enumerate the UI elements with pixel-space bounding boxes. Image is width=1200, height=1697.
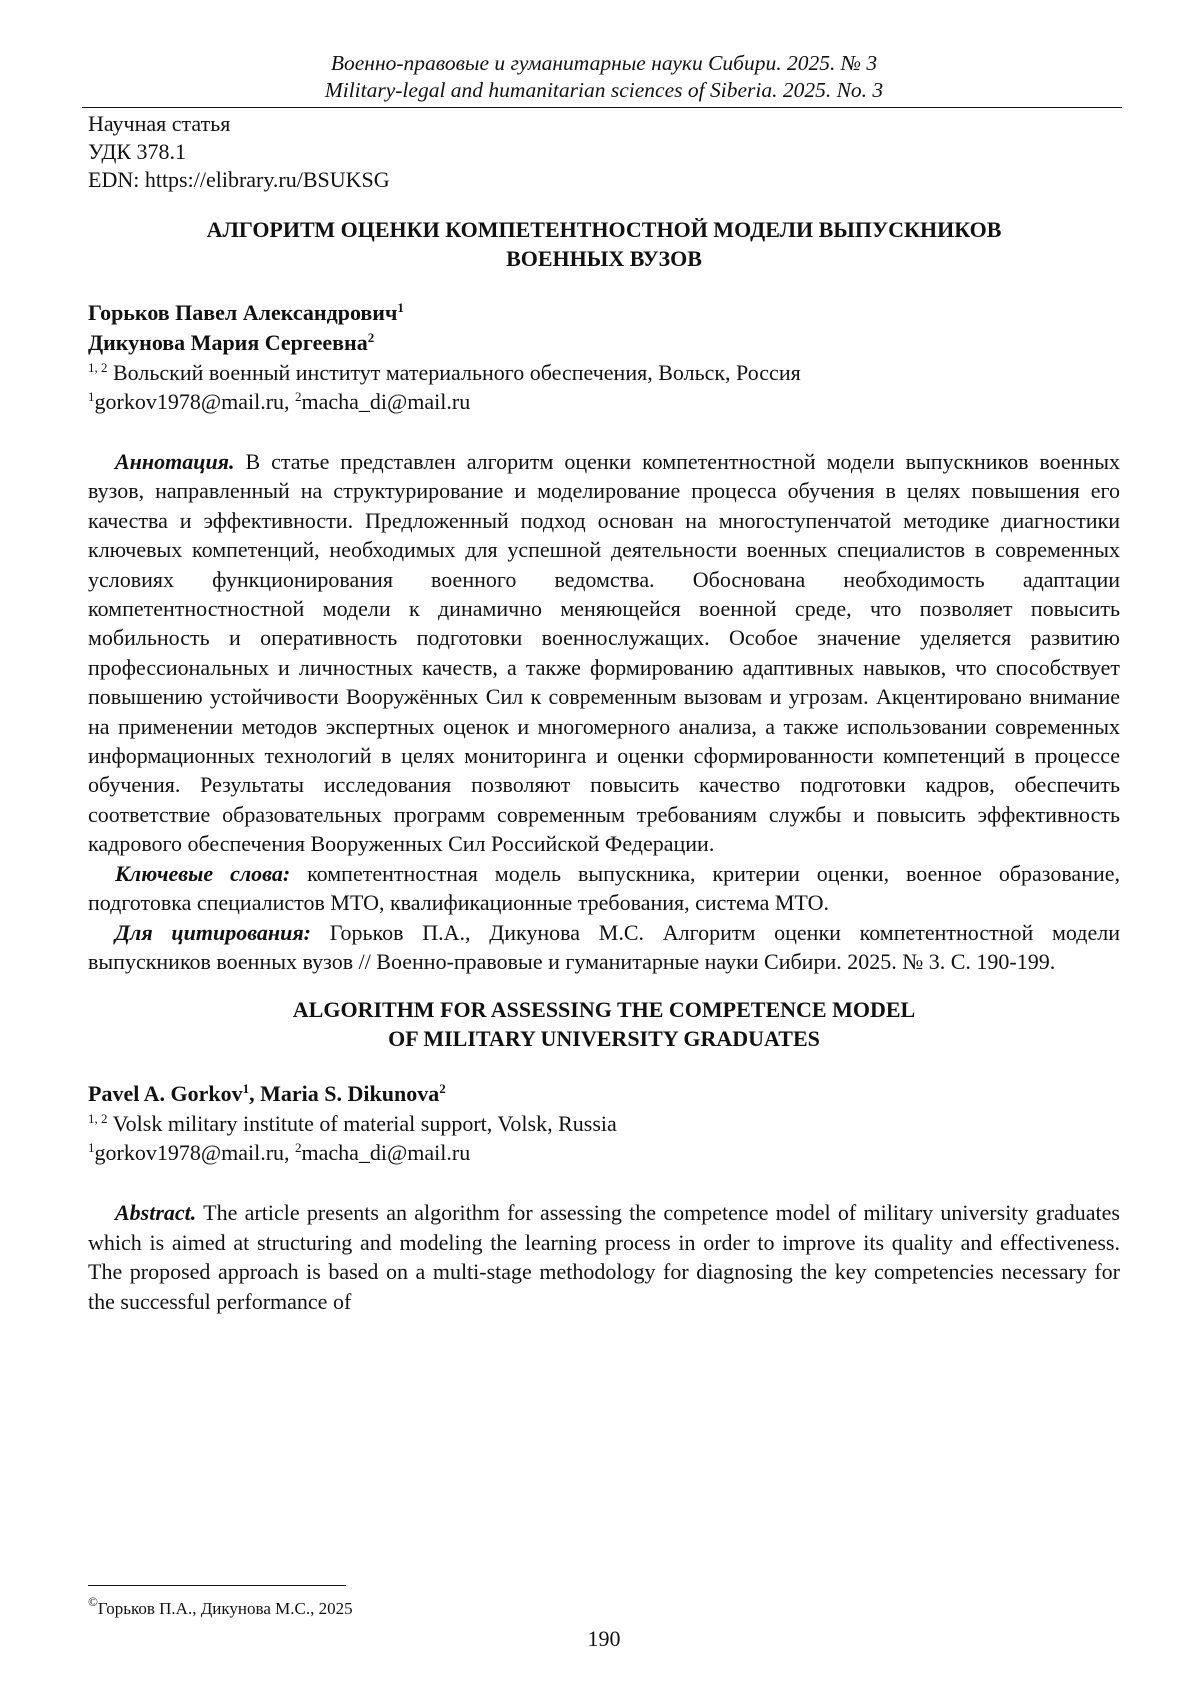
article-type: Научная статья [88,111,231,136]
affiliation-ru-text: Вольский военный институт материального обеспечения, Вольск, Россия [113,360,801,385]
author-1-ru-name: Горьков Павел Александрович [88,300,398,325]
email-2-ru-sup: 2 [295,389,302,404]
journal-page [88,50,1120,1690]
article-title-ru [88,215,1120,273]
author-2-ru [88,328,1120,358]
udk-code: УДК 378.1 [88,139,187,164]
abstract-ru-text: В статье представлен алгоритм оценки компетентностной модели выпускников военных вузов, направленный на структурирование и моделирование процесса обучения в целях повышения его качества и эффективности. Предложенный подход основан на многоступенчатой методике диагностики ключевых компетенций, необходимых для успешной деятельности военных специалистов в современных условиях функционирования военного ведомства. Обоснована необходимость адаптации компетентностностной модели к динамично меняющейся военной среде, что позволяет повысить мобильность и оперативность подготовки военнослужащих. Особое значение уделяется развитию профессиональных и личностных качеств, а также формированию адаптивных навыков, что способствует повышению устойчивости Вооружённых Сил к современным вызовам и угрозам. Акцентировано внимание на применении методов экспертных оценок и многомерного анализа, а также использовании современных информационных технологий в целях мониторинга и оценки сформированности компетенций в процессе обучения. Результаты исследования позволяют повысить качество подготовки кадров, обеспечить соответствие образовательных программ современным требованиям службы и повысить эффективность кадрового обеспечения Вооруженных Сил Российской Федерации. [88,449,1121,857]
running-header [88,50,1120,104]
title-ru-line-2: ВОЕННЫХ ВУЗОВ [506,246,702,271]
email-1-en-sup: 1 [88,1140,95,1156]
email-1-ru[interactable]: gorkov1978@mail.ru, [94,389,296,414]
affiliation-en-text: Volsk military institute of material support, Volsk, Russia [112,1111,617,1137]
email-1-ru-sup: 1 [88,389,95,404]
emails-ru [88,387,1120,416]
keywords-ru-label: Ключевые слова: [115,860,291,886]
affiliation-ru-sup: 1, 2 [88,360,108,375]
affiliation-ru [88,358,1120,387]
author-1-en-sup: 1 [242,1081,250,1097]
email-2-en-sup: 2 [295,1140,302,1156]
author-separator-en: , [249,1081,261,1107]
footnote-rule [88,1585,346,1586]
authors-en [88,1079,1120,1109]
abstract-en-text: The article presents an algorithm for assessing the competence model of military university graduates which is aimed at structuring and modeling the learning process in order to improve its quality and effectiveness. The proposed approach is based on a multi-stage methodology for diagnosing the key competencies necessary for the successful performance of [88,1200,1120,1314]
title-ru-line-1: АЛГОРИТМ ОЦЕНКИ КОМПЕТЕНТНОСТНОЙ МОДЕЛИ ВЫПУСКНИКОВ [206,217,1002,242]
author-1-ru-sup: 1 [397,300,404,315]
article-title-en [88,995,1120,1053]
citation-ru [88,918,1120,977]
article-meta [88,110,1120,194]
affiliation-en-sup: 1, 2 [88,1111,108,1127]
citation-ru-text: Горьков П.А., Дикунова М.С. Алгоритм оценки компетентностной модели выпускников военных вузов // Военно-правовые и гуманитарные науки Сибири. 2025. № 3. С. 190-199. [88,919,1120,974]
email-1-en[interactable]: gorkov1978@mail.ru, [94,1140,296,1166]
author-2-en-sup: 2 [439,1081,446,1097]
email-2-ru[interactable]: macha_di@mail.ru [301,389,471,414]
author-1-ru [88,298,1120,328]
copyright-note [88,1594,1120,1620]
title-en-line-2: OF MILITARY UNIVERSITY GRADUATES [388,1026,820,1052]
title-en-line-1: ALGORITHM FOR ASSESSING THE COMPETENCE MODEL [292,997,916,1023]
header-rule [82,107,1122,108]
page-number: 190 [587,1626,621,1651]
keywords-ru-text: компетентностная модель выпускника, критерии оценки, военное образование, подготовка специалистов МТО, квалификационные требования, система МТО. [88,860,1121,916]
abstract-ru [88,447,1120,859]
abstract-en [88,1198,1120,1316]
author-1-en-name: Pavel A. Gorkov [88,1081,243,1107]
citation-ru-label: Для цитирования: [115,919,311,945]
abstract-ru-label: Аннотация. [115,449,235,474]
footnote [88,1585,1120,1620]
author-2-ru-sup: 2 [367,330,375,345]
affiliation-en [88,1109,1120,1138]
author-2-ru-name: Дикунова Мария Сергеевна [88,330,368,355]
journal-title-ru: Военно-правовые и гуманитарные науки Сибири. 2025. № 3 [330,51,878,75]
edn-link[interactable]: EDN: https://elibrary.ru/BSUKSG [88,167,390,192]
authors-ru [88,298,1120,358]
email-2-en[interactable]: macha_di@mail.ru [301,1140,471,1166]
copyright-symbol: © [88,1594,98,1609]
keywords-ru [88,859,1120,918]
journal-title-en: Military-legal and humanitarian sciences of Siberia. 2025. No. 3 [324,78,884,102]
copyright-text: Горьков П.А., Дикунова М.С., 2025 [97,1599,353,1618]
emails-en [88,1138,1120,1167]
abstract-en-label: Abstract. [115,1200,197,1226]
author-2-en-name: Maria S. Dikunova [260,1081,440,1107]
